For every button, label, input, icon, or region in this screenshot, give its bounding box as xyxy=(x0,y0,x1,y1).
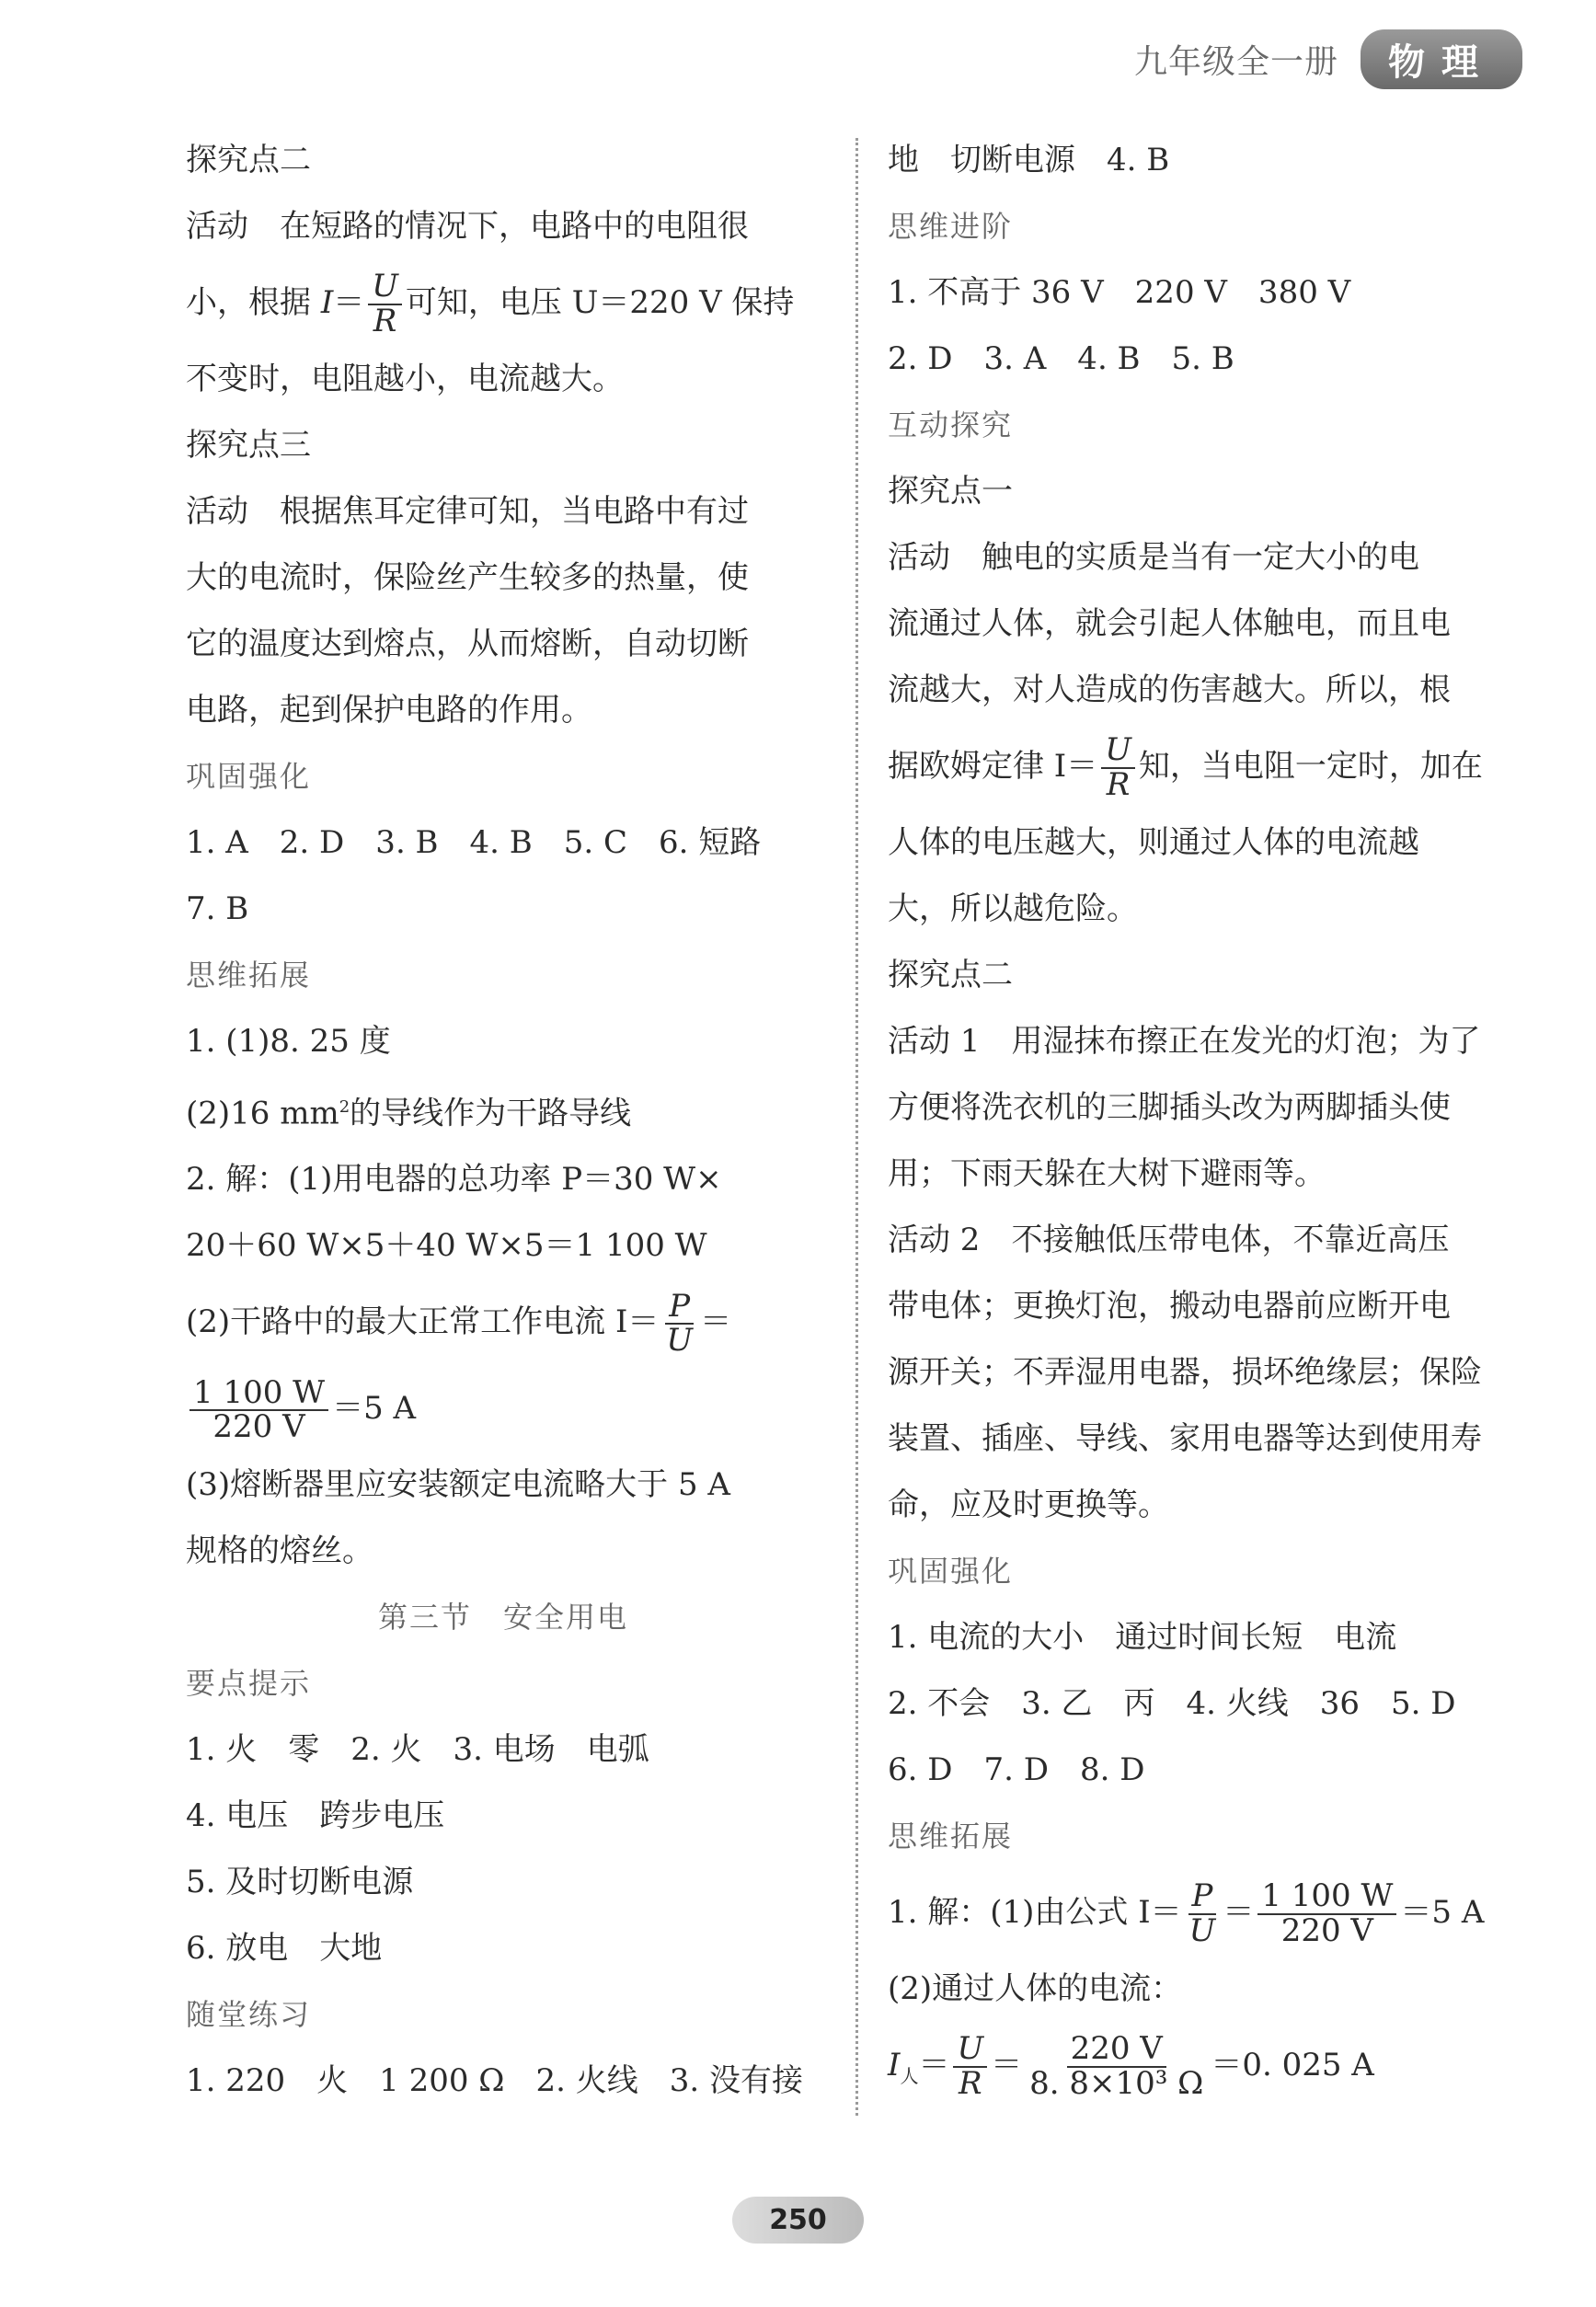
page-header xyxy=(1134,31,1522,86)
section-label: 巩固强化 xyxy=(888,1554,1014,1589)
subject-badge: 物理 xyxy=(1361,29,1522,89)
text-line: 它的温度达到熔点，从而熔断，自动切断 xyxy=(186,626,749,662)
answer-line-formula: $I_人=$ $\frac{U}{R}$ ＝ $\frac{220 V}{\text{8. 8×10³ Ω}}$ ＝0. 025 A xyxy=(888,2030,1374,2102)
fraction: $\frac{1 100 W}{220 V}$ xyxy=(189,1377,328,1444)
right-column xyxy=(888,127,1532,2119)
answer-line: 2. 不会 3. 乙 丙 4. 火线 36 5. D xyxy=(888,1685,1456,1722)
section-label: 思维拓展 xyxy=(888,1819,1014,1854)
grade-label: 九年级全一册 xyxy=(1133,42,1338,81)
answer-line: 7. B xyxy=(186,890,249,927)
text-line-formula: 据欧姆定律 I＝ $\frac{U}{R}$ 知，当电阻一定时，加在 xyxy=(888,731,1483,803)
heading-inquiry-1: 探究点一 xyxy=(888,473,1013,510)
heading-inquiry-3: 探究点三 xyxy=(186,427,311,464)
text-line: 方便将洗衣机的三脚插头改为两脚插头使 xyxy=(888,1089,1451,1126)
section-label: 要点提示 xyxy=(186,1666,312,1702)
answer-line-formula: $\frac{1 100 W}{220 V}$ ＝5 A xyxy=(186,1365,821,1452)
section-label: 思维进阶 xyxy=(888,209,1014,244)
text-line: 大的电流时，保险丝产生较多的热量，使 xyxy=(186,559,749,596)
answer-line: 5. 及时切断电源 xyxy=(186,1864,414,1901)
text-line: 活动 1 用湿抹布擦正在发光的灯泡；为了 xyxy=(888,1023,1481,1060)
answer-line: 规格的熔丝。 xyxy=(186,1532,373,1570)
fraction: $\frac{U}{R}$ xyxy=(1101,734,1135,801)
answer-line: 6. D 7. D 8. D xyxy=(888,1751,1145,1788)
text-line: 源开关；不弄湿用电器，损坏绝缘层；保险 xyxy=(888,1354,1482,1391)
text-line: 活动 2 不接触低压带电体，不靠近高压 xyxy=(888,1222,1450,1258)
answer-line: 地 切断电源 4. B xyxy=(888,142,1170,178)
text-line: 大，所以越危险。 xyxy=(888,890,1138,927)
answer-line: 4. 电压 跨步电压 xyxy=(186,1797,445,1835)
heading-inquiry-2: 探究点二 xyxy=(888,957,1013,993)
answer-line: 1. 火 零 2. 火 3. 电场 电弧 xyxy=(186,1731,649,1769)
fraction: $\frac{220 V}{\text{8. 8×10³ Ω}}$ xyxy=(1029,2030,1204,2102)
answer-line: (2)通过人体的电流： xyxy=(888,1970,1183,2007)
answer-line: (3)熔断器里应安装额定电流略大于 5 A xyxy=(186,1466,730,1504)
fraction: $\frac{P}{U}$ xyxy=(1188,1877,1216,1949)
answer-line-formula: (2)干路中的最大正常工作电流 I＝ $\frac{P}{U}$ ＝ xyxy=(186,1287,732,1360)
answer-line: 1. A 2. D 3. B 4. B 5. C 6. 短路 xyxy=(186,824,762,861)
section-label: 巩固强化 xyxy=(186,759,312,794)
fraction: $\frac{P}{U}$ xyxy=(666,1287,694,1360)
fraction: $\frac{U}{R}$ xyxy=(368,270,402,338)
answer-line: 1. (1)8. 25 度 xyxy=(186,1023,391,1060)
section-label: 随堂练习 xyxy=(186,1997,312,2033)
text-line: 流通过人体，就会引起人体触电，而且电 xyxy=(888,605,1451,642)
answer-line: 20＋60 W×5＋40 W×5＝1 100 W xyxy=(186,1227,707,1265)
answer-line: 2. 解：(1)用电器的总功率 P＝30 W× xyxy=(186,1161,722,1199)
fraction: $\frac{U}{R}$ xyxy=(953,2033,987,2100)
page-number: 250 xyxy=(732,2197,864,2244)
text-line: 用；下雨天躲在大树下避雨等。 xyxy=(888,1155,1326,1192)
answer-line: 6. 放电 大地 xyxy=(186,1930,383,1968)
section-title: 第三节 安全用电 xyxy=(377,1600,628,1636)
text-line: 命，应及时更换等。 xyxy=(888,1486,1169,1523)
text-line: 活动 在短路的情况下，电路中的电阻很 xyxy=(186,208,749,245)
heading-inquiry-2: 探究点二 xyxy=(186,142,311,178)
answer-line: 2. D 3. A 4. B 5. B xyxy=(888,340,1234,377)
text-line: 不变时，电阻越小，电流越大。 xyxy=(186,361,624,397)
fraction: $\frac{1 100 W}{220 V}$ xyxy=(1257,1880,1396,1947)
answer-line-formula: 1. 解：(1)由公式 I＝ $\frac{P}{U}$ ＝ $\frac{1 100 W}{220 V}$ ＝5 A xyxy=(888,1877,1485,1949)
answer-line: 1. 电流的大小 通过时间长短 电流 xyxy=(888,1619,1397,1656)
text-line: 活动 根据焦耳定律可知，当电路中有过 xyxy=(186,493,749,530)
text-line: 人体的电压越大，则通过人体的电流越 xyxy=(888,824,1419,861)
section-label: 思维拓展 xyxy=(186,958,312,993)
text-line: 电路，起到保护电路的作用。 xyxy=(186,692,592,729)
answer-line: 1. 220 火 1 200 Ω 2. 火线 3. 没有接 xyxy=(186,2062,803,2100)
text-line-formula: 小，根据 I＝ $\frac{U}{R}$ 可知，电压 U＝220 V 保持 xyxy=(186,268,795,339)
text-line: 流越大，对人造成的伤害越大。所以，根 xyxy=(888,671,1451,708)
text-line: 带电体；更换灯泡，搬动电器前应断开电 xyxy=(888,1288,1451,1325)
answer-line: (2)16 $mm^2$的导线作为干路导线 xyxy=(186,1095,632,1132)
column-divider xyxy=(855,138,858,2116)
page-footer xyxy=(0,2197,1596,2244)
left-column xyxy=(186,127,821,2114)
section-label: 互动探究 xyxy=(888,407,1014,442)
answer-line: 1. 不高于 36 V 220 V 380 V xyxy=(888,274,1351,311)
text-line: 活动 触电的实质是当有一定大小的电 xyxy=(888,539,1419,576)
text-line: 装置、插座、导线、家用电器等达到使用寿 xyxy=(888,1420,1482,1457)
